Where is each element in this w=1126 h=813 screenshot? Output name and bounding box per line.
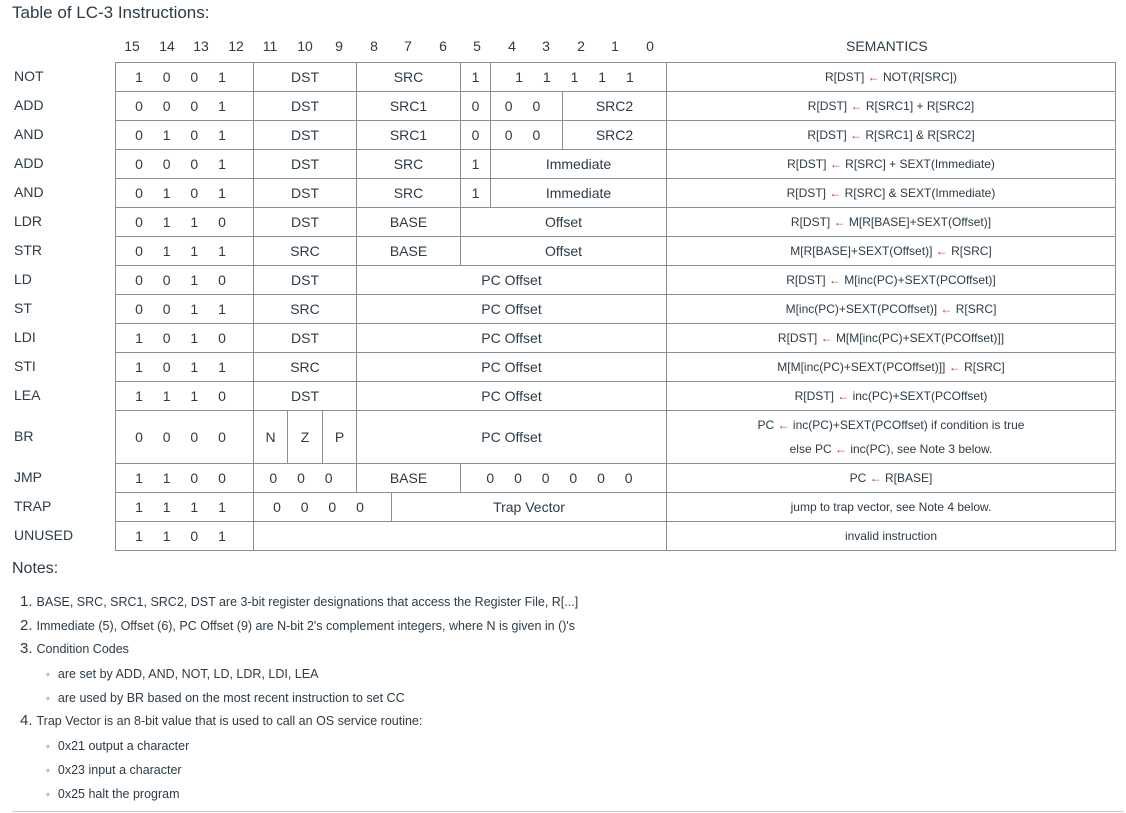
table-row — [116, 295, 1116, 324]
opcode-cell: 1 0 1 1 — [116, 353, 254, 382]
semantics-cell — [667, 382, 1116, 411]
note-number: 1. — [20, 593, 33, 610]
note-item — [20, 593, 578, 610]
src1-cell: SRC1 — [357, 121, 461, 150]
bit-label: 1 — [611, 38, 619, 54]
sem-line — [667, 437, 1115, 461]
bit5-cell: 1 — [461, 150, 491, 179]
table-row — [116, 266, 1116, 295]
note-text: Trap Vector is an 8-bit value that is used to call an OS service routine: — [36, 714, 423, 728]
imm-cell: 1 1 1 1 1 — [491, 63, 667, 92]
mnemonic-sti: STI — [14, 358, 36, 374]
sem-lhs: R[DST] — [807, 128, 850, 142]
semantics-cell — [667, 324, 1116, 353]
arrow-icon: ← — [837, 389, 850, 403]
table-row — [116, 522, 1116, 551]
mnemonic-trap: TRAP — [14, 498, 52, 514]
sem-rhs: R[BASE] — [885, 471, 933, 485]
sem-lhs: R[DST] — [786, 186, 830, 200]
src-cell: SRC — [357, 179, 461, 208]
sem-lhs: R[DST] — [807, 99, 851, 113]
semantics-cell — [667, 208, 1116, 237]
bit-label: 3 — [542, 38, 550, 54]
opcode-cell: 1 1 1 0 — [116, 382, 254, 411]
arrow-icon: ← — [935, 244, 948, 258]
mnemonic-lea: LEA — [14, 387, 41, 403]
zeros-cell: 0 0 0 0 0 0 — [461, 464, 667, 493]
offset-cell: Offset — [461, 237, 667, 266]
table-row — [116, 411, 1116, 464]
semantics-cell — [667, 295, 1116, 324]
sem-lhs: R[DST] — [777, 331, 821, 345]
bit5-cell: 0 — [461, 121, 491, 150]
bit-label: 13 — [193, 38, 209, 54]
dst-cell: DST — [254, 324, 357, 353]
table-row — [116, 353, 1116, 382]
zeros-cell: 0 0 — [491, 121, 563, 150]
sem-lhs: else PC — [789, 442, 835, 456]
zeros-cell: 0 0 0 — [254, 464, 357, 493]
bit-label: 9 — [335, 38, 343, 54]
mnemonic-add-imm: ADD — [14, 155, 44, 171]
opcode-cell: 1 1 0 0 — [116, 464, 254, 493]
instruction-table — [115, 62, 1116, 551]
sem-lhs: M[R[BASE]+SEXT(Offset)] — [790, 244, 936, 258]
src2-cell: SRC2 — [563, 92, 667, 121]
bit-label: 8 — [370, 38, 378, 54]
note-text: Condition Codes — [36, 642, 129, 656]
semantics-cell — [667, 266, 1116, 295]
dst-cell: DST — [254, 179, 357, 208]
sem-rhs: R[SRC] & SEXT(Immediate) — [844, 186, 996, 200]
bit-label: 4 — [508, 38, 516, 54]
bit-label: 2 — [577, 38, 585, 54]
table-row — [116, 208, 1116, 237]
semantics-cell — [667, 179, 1116, 208]
mnemonic-unused: UNUSED — [14, 527, 74, 543]
mnemonic-ldi: LDI — [14, 329, 36, 345]
note-text: Immediate (5), Offset (6), PC Offset (9) are N-bit 2's complement integers, where N is given in ()'s — [36, 619, 576, 633]
semantics-cell — [667, 237, 1116, 266]
note-item — [20, 640, 129, 657]
semantics-cell — [667, 63, 1116, 92]
sem-rhs: R[SRC] + SEXT(Immediate) — [845, 157, 995, 171]
note-subitem: ◦ 0x23 input a character — [46, 763, 182, 777]
mnemonic-ldr: LDR — [14, 213, 43, 229]
note-text: BASE, SRC, SRC1, SRC2, DST are 3-bit register designations that access the Register File, R[...] — [36, 595, 579, 609]
dst-cell: DST — [254, 92, 357, 121]
table-row — [116, 382, 1116, 411]
note-item — [20, 712, 422, 729]
arrow-icon: ← — [834, 442, 847, 456]
src-cell: SRC — [357, 150, 461, 179]
notes-title: Notes: — [12, 560, 59, 577]
page-title: Table of LC-3 Instructions: — [12, 3, 210, 22]
note-subitem: ◦ are used by BR based on the most recent instruction to set CC — [46, 691, 405, 705]
pc-offset-cell: PC Offset — [357, 324, 667, 353]
semantics-cell — [667, 411, 1116, 464]
opcode-cell: 1 1 1 1 — [116, 493, 254, 522]
cond-n-cell: N — [254, 411, 288, 464]
table-row — [116, 121, 1116, 150]
zeros-cell: 0 0 0 0 — [254, 493, 392, 522]
mnemonic-and-imm: AND — [14, 184, 44, 200]
bit-label: 15 — [124, 38, 140, 54]
bit-label: 11 — [262, 38, 278, 54]
dst-cell: DST — [254, 266, 357, 295]
mnemonic-and: AND — [14, 126, 44, 142]
bit5-cell: 1 — [461, 179, 491, 208]
src2-cell: SRC2 — [563, 121, 667, 150]
dst-cell: DST — [254, 382, 357, 411]
pc-offset-cell: PC Offset — [357, 382, 667, 411]
dst-cell: DST — [254, 121, 357, 150]
base-cell: BASE — [357, 237, 461, 266]
src-cell: SRC — [357, 63, 461, 92]
bit-index-header — [0, 38, 680, 56]
sem-lhs: R[DST] — [824, 70, 868, 84]
base-cell: BASE — [357, 208, 461, 237]
semantics-cell — [667, 150, 1116, 179]
mnemonic-br: BR — [14, 428, 34, 444]
empty-cell — [254, 522, 667, 551]
semantics-cell: jump to trap vector, see Note 4 below. — [667, 493, 1116, 522]
table-row — [116, 92, 1116, 121]
imm-cell: Immediate — [491, 179, 667, 208]
bit5-cell: 0 — [461, 92, 491, 121]
src-cell: SRC — [254, 237, 357, 266]
note-subitem: ◦ are set by ADD, AND, NOT, LD, LDR, LDI, LEA — [46, 667, 318, 681]
semantics-cell — [667, 92, 1116, 121]
opcode-cell: 0 0 0 0 — [116, 411, 254, 464]
sem-lhs: M[inc(PC)+SEXT(PCOffset)] — [785, 302, 941, 316]
opcode-cell: 0 1 0 1 — [116, 179, 254, 208]
mnemonic-not: NOT — [14, 68, 44, 84]
semantics-cell: invalid instruction — [667, 522, 1116, 551]
table-row — [116, 179, 1116, 208]
sem-lhs: R[DST] — [786, 273, 829, 287]
base-cell: BASE — [357, 464, 461, 493]
arrow-icon: ← — [829, 157, 842, 171]
cond-p-cell: P — [323, 411, 357, 464]
bit-label: 10 — [297, 38, 313, 54]
cond-z-cell: Z — [288, 411, 323, 464]
zeros-cell: 0 0 — [491, 92, 563, 121]
bit-label: 0 — [646, 38, 654, 54]
sem-lhs: PC — [757, 418, 778, 432]
divider — [12, 811, 1124, 812]
mnemonic-add: ADD — [14, 97, 44, 113]
pc-offset-cell: PC Offset — [357, 266, 667, 295]
arrow-icon: ← — [833, 215, 846, 229]
src-cell: SRC — [254, 353, 357, 382]
bit-label: 12 — [228, 38, 244, 54]
sem-rhs: inc(PC)+SEXT(PCOffset) — [852, 389, 988, 403]
opcode-cell: 0 1 0 1 — [116, 121, 254, 150]
table-row — [116, 464, 1116, 493]
sem-lhs: M[M[inc(PC)+SEXT(PCOffset)]] — [777, 360, 949, 374]
pc-offset-cell: PC Offset — [357, 353, 667, 382]
opcode-cell: 0 1 1 1 — [116, 237, 254, 266]
pc-offset-cell: PC Offset — [357, 295, 667, 324]
sem-lhs: PC — [849, 471, 870, 485]
sem-rhs: R[SRC1] & R[SRC2] — [865, 128, 975, 142]
semantics-cell — [667, 121, 1116, 150]
arrow-icon: ← — [829, 186, 842, 200]
note-number: 3. — [20, 640, 33, 657]
semantics-cell — [667, 353, 1116, 382]
sem-rhs: NOT(R[SRC]) — [883, 70, 957, 84]
src1-cell: SRC1 — [357, 92, 461, 121]
table-row — [116, 150, 1116, 179]
bit-label: 7 — [404, 38, 412, 54]
note-number: 4. — [20, 712, 33, 729]
sem-rhs: R[SRC1] + R[SRC2] — [865, 99, 975, 113]
src-cell: SRC — [254, 295, 357, 324]
sem-rhs: R[SRC] — [964, 360, 1005, 374]
table-row — [116, 493, 1116, 522]
trap-vector-cell: Trap Vector — [392, 493, 667, 522]
sem-lhs: R[DST] — [794, 389, 838, 403]
arrow-icon: ← — [940, 302, 953, 316]
opcode-cell: 1 0 1 0 — [116, 324, 254, 353]
bit5-cell: 1 — [461, 63, 491, 92]
sem-rhs: R[SRC] — [951, 244, 992, 258]
note-number: 2. — [20, 617, 33, 634]
note-subitem: ◦ 0x21 output a character — [46, 739, 189, 753]
opcode-cell: 0 0 1 0 — [116, 266, 254, 295]
pc-offset-cell: PC Offset — [357, 411, 667, 464]
note-subitem: ◦ 0x25 halt the program — [46, 787, 180, 801]
table-row — [116, 237, 1116, 266]
sem-rhs: M[M[inc(PC)+SEXT(PCOffset)]] — [835, 331, 1005, 345]
arrow-icon: ← — [850, 99, 863, 113]
semantics-header: SEMANTICS — [846, 38, 928, 54]
sem-line — [667, 413, 1115, 437]
note-item — [20, 617, 575, 634]
arrow-icon: ← — [777, 418, 790, 432]
sem-lhs: R[DST] — [787, 157, 830, 171]
offset-cell: Offset — [461, 208, 667, 237]
arrow-icon: ← — [867, 70, 880, 84]
opcode-cell: 1 1 0 1 — [116, 522, 254, 551]
arrow-icon: ← — [869, 471, 882, 485]
table-row — [116, 324, 1116, 353]
semantics-cell — [667, 464, 1116, 493]
arrow-icon: ← — [820, 331, 833, 345]
imm-cell: Immediate — [491, 150, 667, 179]
dst-cell: DST — [254, 208, 357, 237]
opcode-cell: 0 0 1 1 — [116, 295, 254, 324]
mnemonic-st: ST — [14, 300, 32, 316]
mnemonic-ld: LD — [14, 271, 32, 287]
opcode-cell: 0 1 1 0 — [116, 208, 254, 237]
arrow-icon: ← — [849, 128, 862, 142]
dst-cell: DST — [254, 63, 357, 92]
opcode-cell: 0 0 0 1 — [116, 150, 254, 179]
arrow-icon: ← — [948, 360, 961, 374]
opcode-cell: 1 0 0 1 — [116, 63, 254, 92]
mnemonic-str: STR — [14, 242, 42, 258]
sem-rhs: M[inc(PC)+SEXT(PCOffset)] — [844, 273, 996, 287]
bit-label: 14 — [159, 38, 175, 54]
sem-rhs: inc(PC), see Note 3 below. — [850, 442, 993, 456]
sem-rhs: R[SRC] — [955, 302, 997, 316]
bit-label: 5 — [473, 38, 481, 54]
bit-label: 6 — [439, 38, 447, 54]
mnemonic-jmp: JMP — [14, 469, 42, 485]
arrow-icon: ← — [828, 273, 841, 287]
dst-cell: DST — [254, 150, 357, 179]
table-row — [116, 63, 1116, 92]
sem-lhs: R[DST] — [790, 215, 834, 229]
opcode-cell: 0 0 0 1 — [116, 92, 254, 121]
sem-rhs: M[R[BASE]+SEXT(Offset)] — [848, 215, 992, 229]
sem-rhs: inc(PC)+SEXT(PCOffset) if condition is true — [792, 418, 1025, 432]
